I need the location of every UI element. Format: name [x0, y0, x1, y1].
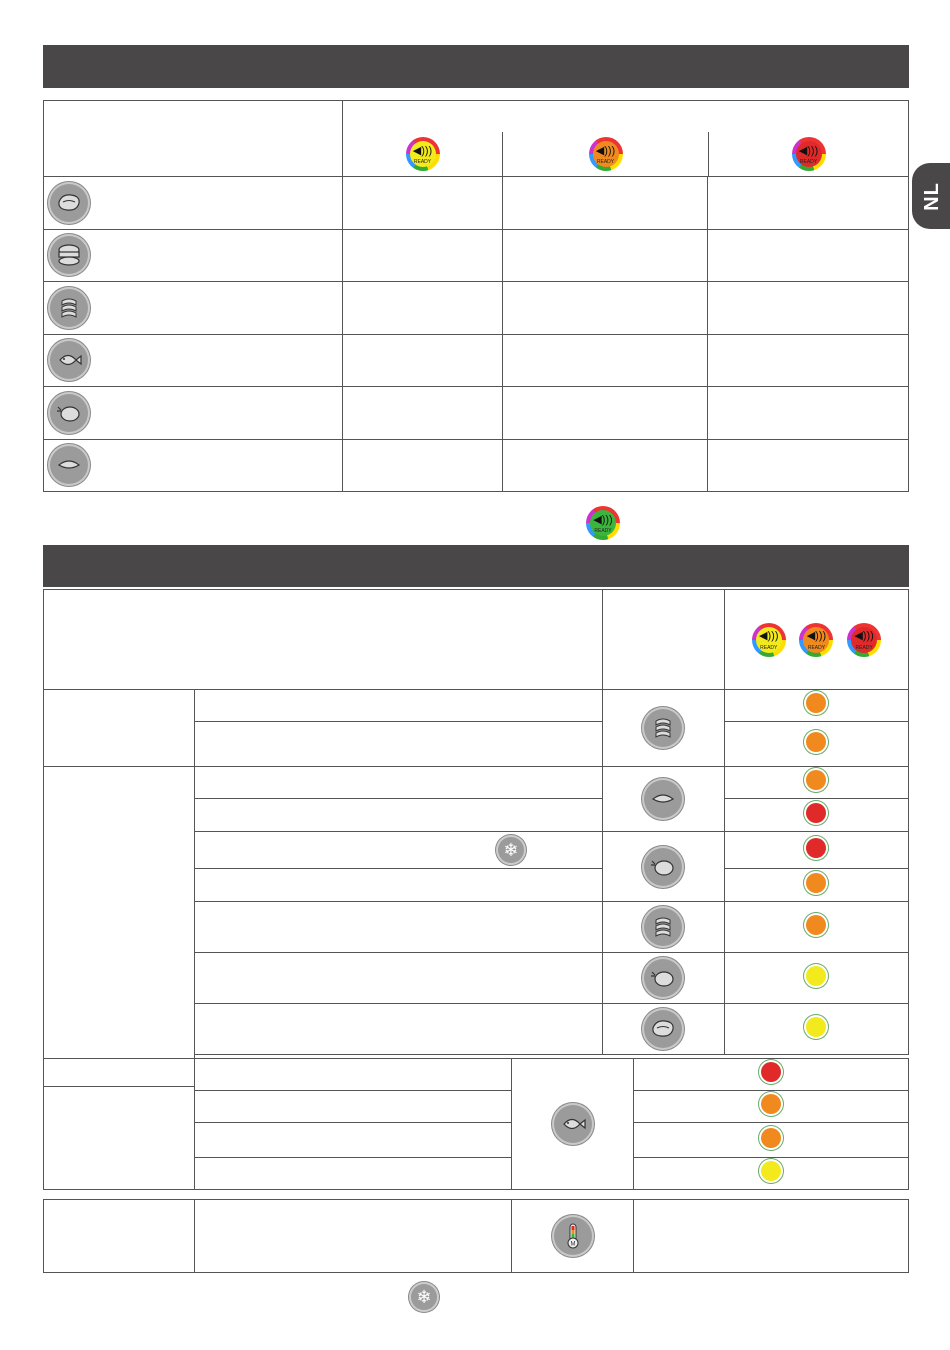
ready-yellow-icon: ◀))) READY — [752, 623, 786, 657]
table1-cell-yellow — [343, 387, 503, 440]
svg-text:M: M — [570, 1241, 575, 1248]
steak-icon — [48, 182, 90, 224]
table1-cell-red — [708, 334, 909, 387]
table1-cell-red — [708, 387, 909, 440]
table1-cell-orange — [503, 439, 708, 491]
sausage-icon — [642, 778, 684, 820]
fish-icon — [48, 339, 90, 381]
table2-desc-8 — [195, 953, 603, 1004]
level-dot — [806, 1017, 826, 1037]
table2-desc-11 — [195, 1091, 512, 1123]
snowflake-icon: ❄ — [409, 1282, 439, 1312]
ready-red-icon: ◀))) READY — [847, 623, 881, 657]
chicken-icon — [642, 846, 684, 888]
table1-cell-orange — [503, 334, 708, 387]
table1-cell-red — [708, 229, 909, 282]
cooking-table-2-fish — [43, 1058, 909, 1190]
table1-cell-yellow — [343, 334, 503, 387]
table2-desc-3 — [195, 767, 603, 799]
cooking-table-1 — [43, 100, 909, 492]
table1-cell-yellow — [343, 177, 503, 230]
bacon-icon — [48, 287, 90, 329]
table1-row — [44, 229, 909, 282]
table1-food-cell — [44, 229, 343, 282]
table1-row — [44, 439, 909, 491]
cooking-table-2 — [43, 589, 909, 1087]
table1-row — [44, 334, 909, 387]
manual-level-cell — [634, 1200, 909, 1273]
table1-food-cell — [44, 334, 343, 387]
table1-cell-red — [708, 439, 909, 491]
steak-icon — [642, 1008, 684, 1050]
table2-program-1 — [602, 690, 724, 767]
table1-cell-orange — [503, 229, 708, 282]
bacon-icon — [642, 707, 684, 749]
bacon-icon — [642, 906, 684, 948]
snowflake-icon: ❄ — [496, 835, 526, 865]
level-dot — [761, 1128, 781, 1148]
table1-food-cell — [44, 177, 343, 230]
table1-cell-yellow — [343, 229, 503, 282]
table2-header-program — [602, 590, 724, 690]
table1-cell-orange — [503, 177, 708, 230]
ready-orange-icon: ◀))) READY — [589, 137, 623, 171]
ready-green-icon: ◀))) READY — [586, 506, 620, 540]
chicken-icon — [48, 392, 90, 434]
table2-desc-7 — [195, 902, 603, 953]
table1-cell-red — [708, 282, 909, 335]
table2-desc-6 — [195, 869, 603, 902]
ready-orange-icon: ◀))) READY — [799, 623, 833, 657]
table1-cell-yellow — [343, 282, 503, 335]
table2-desc-5 — [195, 832, 603, 869]
table1-row — [44, 387, 909, 440]
level-dot — [806, 873, 826, 893]
table2-desc-10 — [195, 1059, 512, 1091]
table1-cell-orange — [503, 282, 708, 335]
table1-cell-red — [708, 177, 909, 230]
section-header-bar-1 — [43, 45, 909, 88]
fish-icon — [552, 1103, 594, 1145]
table2-desc-2 — [195, 722, 603, 767]
level-dot — [806, 732, 826, 752]
table2-group-2 — [44, 767, 195, 1087]
table1-row — [44, 282, 909, 335]
table2-desc-13 — [195, 1158, 512, 1190]
manual-label-cell — [44, 1200, 195, 1273]
level-dot — [761, 1062, 781, 1082]
table1-header-levels — [343, 101, 909, 177]
thermometer-manual-icon — [552, 1215, 594, 1257]
table2-desc-1 — [195, 690, 603, 722]
level-dot — [761, 1094, 781, 1114]
table2-desc-9 — [195, 1004, 603, 1055]
table1-header-food — [44, 101, 343, 177]
level-dot — [806, 966, 826, 986]
level-dot — [806, 693, 826, 713]
table2-group-3 — [44, 1059, 195, 1190]
table2-desc-4 — [195, 799, 603, 832]
manual-desc-cell — [195, 1200, 512, 1273]
sausage-icon — [48, 444, 90, 486]
ready-yellow-icon: ◀))) READY — [406, 137, 440, 171]
table1-food-cell — [44, 439, 343, 491]
table1-cell-yellow — [343, 439, 503, 491]
level-dot — [806, 915, 826, 935]
level-dot — [806, 838, 826, 858]
chicken-icon — [642, 957, 684, 999]
level-dot — [761, 1161, 781, 1181]
burger-icon — [48, 234, 90, 276]
language-tab-label: NL — [920, 181, 943, 211]
table1-food-cell — [44, 282, 343, 335]
table1-row — [44, 177, 909, 230]
level-dot — [806, 803, 826, 823]
table1-cell-orange — [503, 387, 708, 440]
table2-header-food — [44, 590, 603, 690]
table2-desc-12 — [195, 1123, 512, 1158]
manual-mode-table — [43, 1199, 909, 1273]
level-dot — [806, 770, 826, 790]
table1-food-cell — [44, 387, 343, 440]
section-header-bar-2 — [43, 545, 909, 587]
table2-header-level — [724, 590, 908, 690]
ready-red-icon: ◀))) READY — [792, 137, 826, 171]
language-tab[interactable] — [912, 163, 950, 229]
table2-group-1 — [44, 690, 195, 767]
